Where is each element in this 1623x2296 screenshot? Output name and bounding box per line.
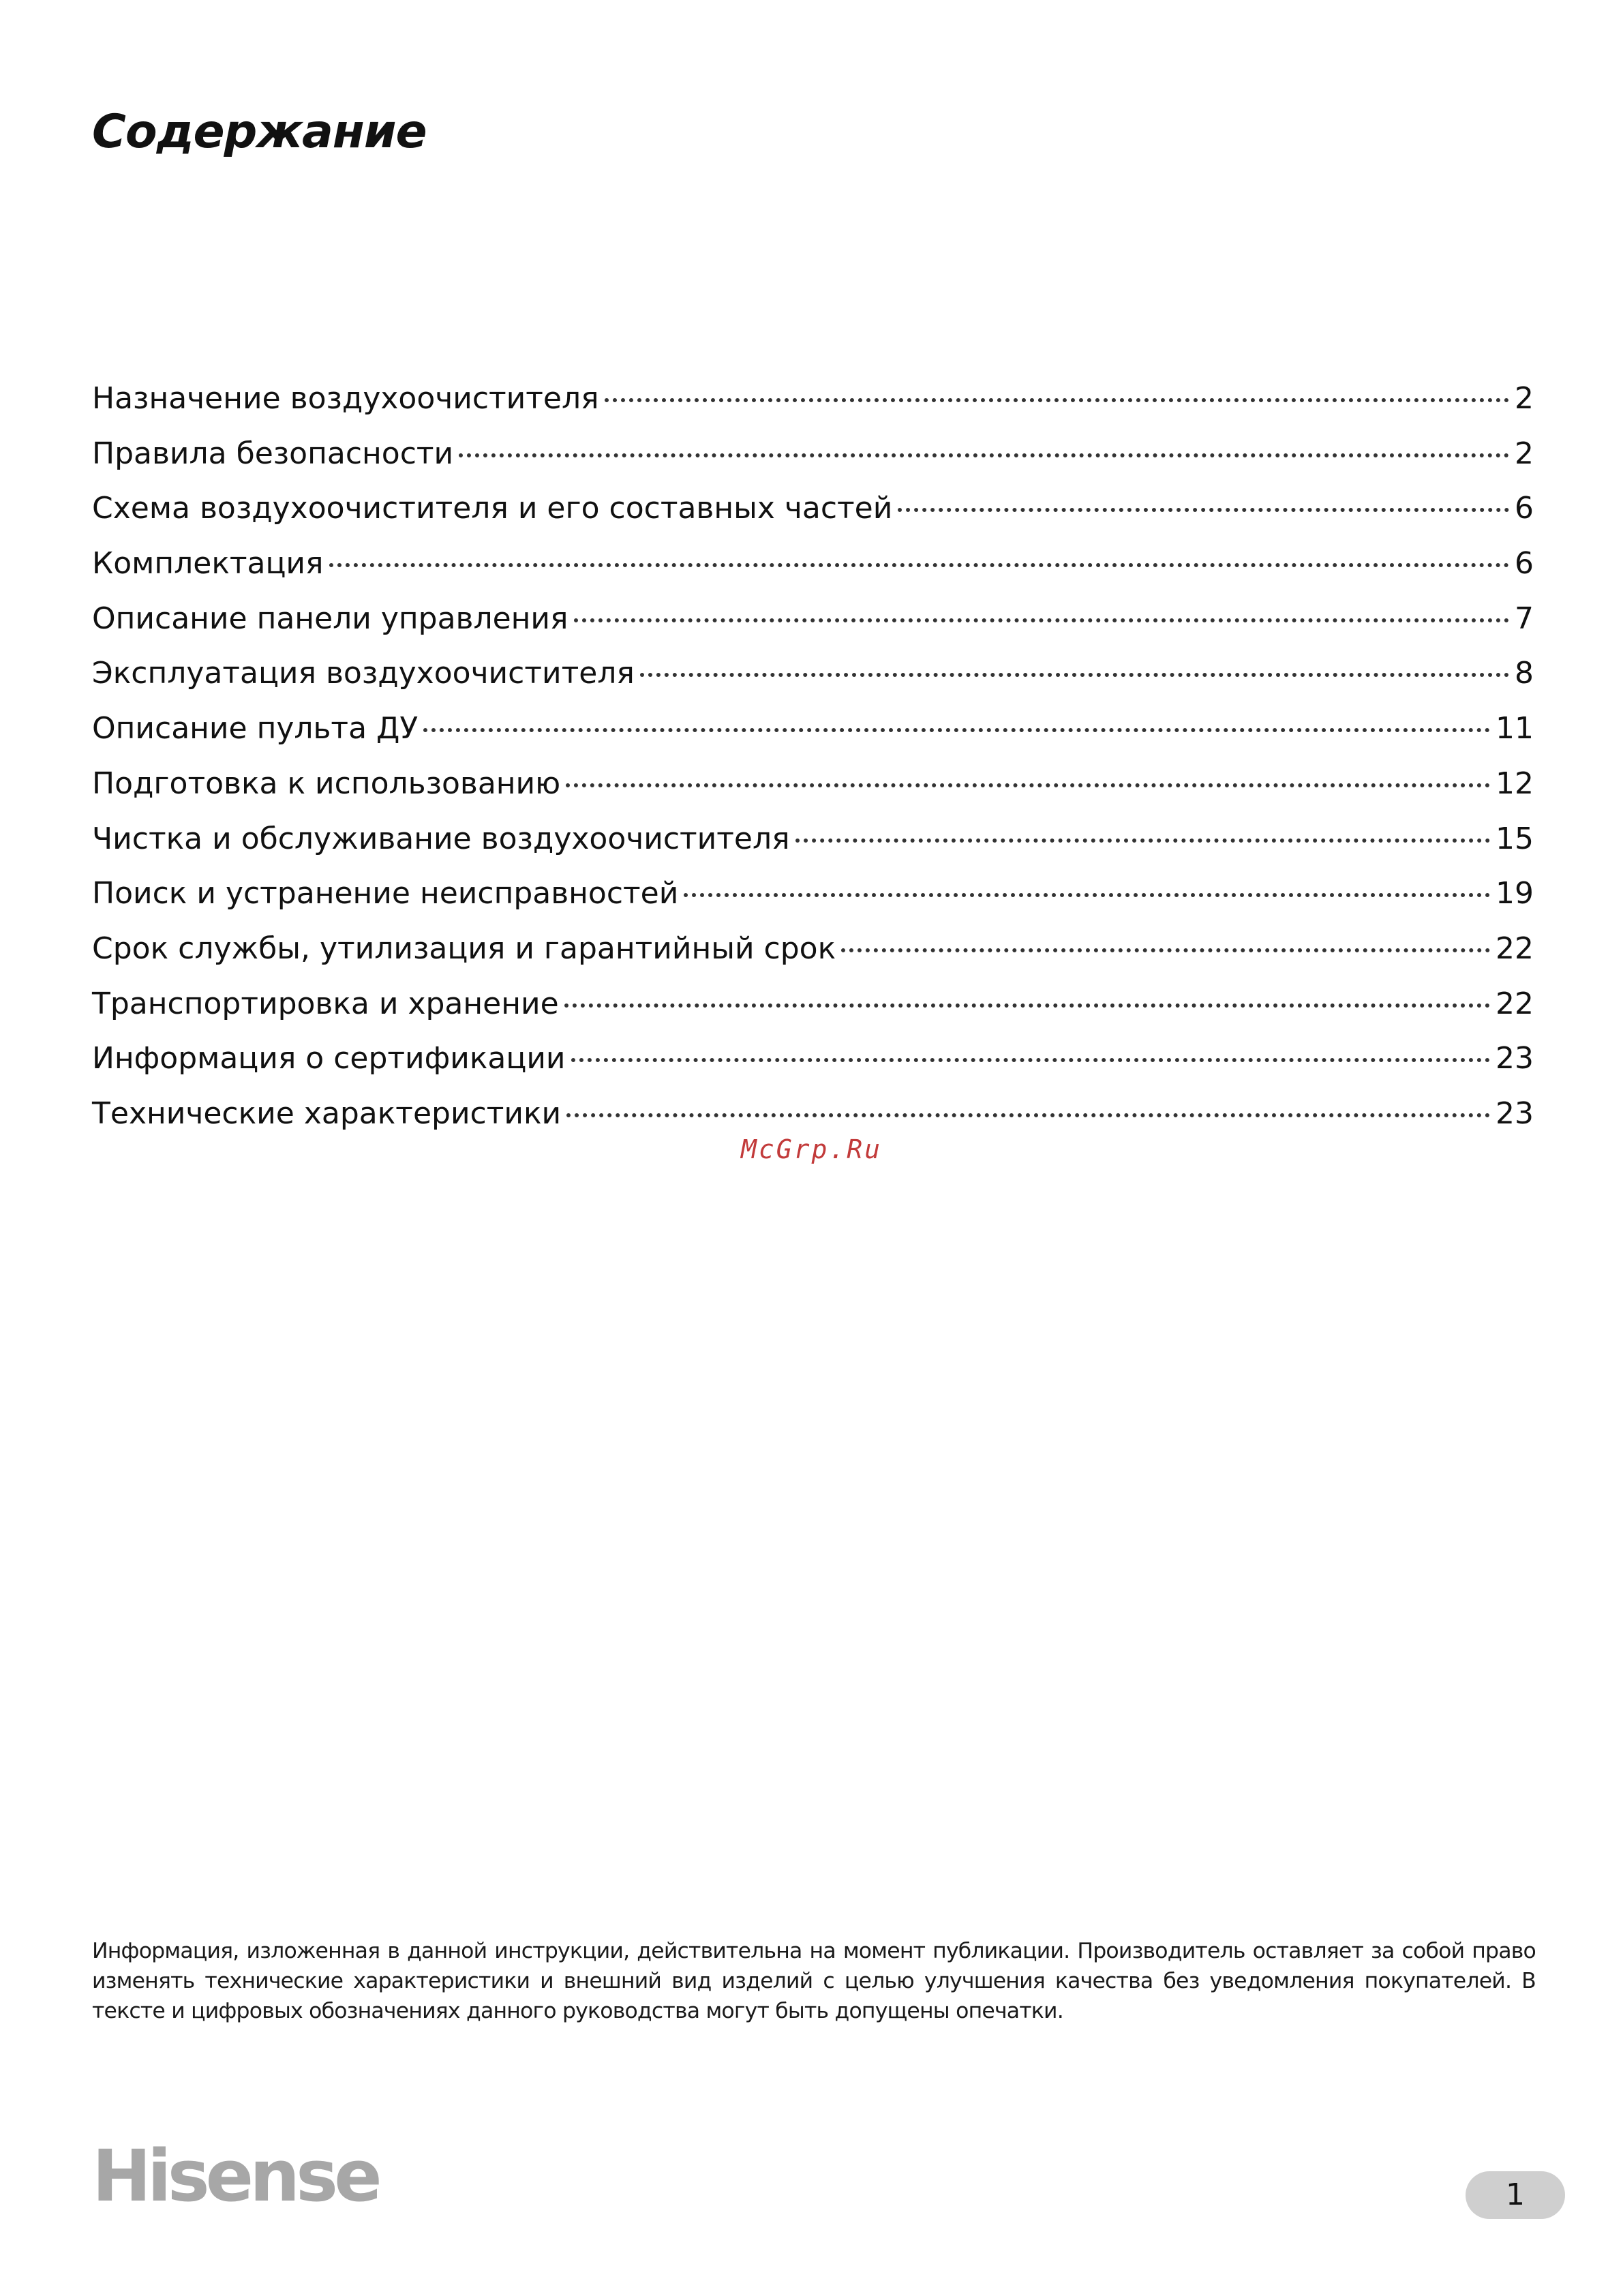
toc-entry-label: Технические характеристики <box>92 1096 562 1131</box>
page-number-badge: 1 <box>1466 2171 1565 2219</box>
toc-entry[interactable] <box>92 372 1534 427</box>
toc-entry-label: Комплектация <box>92 546 324 581</box>
toc-entry-label: Подготовка к использованию <box>92 766 561 801</box>
toc-entry-page: 6 <box>1515 491 1534 526</box>
toc-entry-page: 22 <box>1496 986 1534 1021</box>
toc-dot-leader <box>841 948 1490 952</box>
toc-dot-leader <box>574 618 1510 622</box>
page-title: Содержание <box>92 105 427 159</box>
toc-entry-page: 6 <box>1515 546 1534 581</box>
toc-entry-page: 23 <box>1496 1096 1534 1131</box>
toc-entry-label: Поиск и устранение неисправностей <box>92 876 679 911</box>
toc-entry[interactable] <box>92 537 1534 592</box>
toc-entry-page: 7 <box>1515 601 1534 636</box>
toc-entry[interactable] <box>92 866 1534 922</box>
toc-entry-label: Чистка и обслуживание воздухоочистителя <box>92 821 790 856</box>
toc-entry[interactable] <box>92 757 1534 812</box>
brand-logo: Hisense <box>92 2134 378 2218</box>
toc-entry-page: 15 <box>1496 821 1534 856</box>
toc-entry-page: 19 <box>1496 876 1534 911</box>
toc-entry-page: 2 <box>1515 436 1534 471</box>
toc-entry-page: 2 <box>1515 381 1534 416</box>
toc-entry-label: Информация о сертификации <box>92 1041 566 1076</box>
toc-entry[interactable] <box>92 592 1534 647</box>
toc-entry[interactable] <box>92 977 1534 1032</box>
toc-dot-leader <box>566 1113 1490 1117</box>
toc-dot-leader <box>564 1003 1490 1008</box>
toc-entry-label: Назначение воздухоочистителя <box>92 381 599 416</box>
toc-entry[interactable] <box>92 922 1534 977</box>
toc-entry-page: 11 <box>1496 711 1534 746</box>
toc-entry-label: Описание пульта ДУ <box>92 711 419 746</box>
toc-entry-label: Транспортировка и хранение <box>92 986 559 1021</box>
table-of-contents <box>92 372 1534 1142</box>
toc-dot-leader <box>566 783 1490 787</box>
toc-entry[interactable] <box>92 812 1534 867</box>
watermark: McGrp.Ru <box>740 1134 883 1164</box>
toc-entry[interactable] <box>92 701 1534 757</box>
toc-entry[interactable] <box>92 1087 1534 1142</box>
toc-entry-label: Схема воздухоочистителя и его составных частей <box>92 491 893 526</box>
toc-dot-leader <box>898 508 1509 512</box>
toc-dot-leader <box>571 1058 1490 1062</box>
toc-entry-page: 8 <box>1515 656 1534 691</box>
disclaimer-text: Информация, изложенная в данной инструкции, действительна на момент публикации. Производитель оставляет за собой право изменять технические характеристики и внешний вид изделий с целью улучшения качества без уведомления покупателей. В тексте и цифровых обозначениях данного руководства могут быть допущены опечатки. <box>92 1939 1536 2023</box>
toc-entry-label: Эксплуатация воздухоочистителя <box>92 656 635 691</box>
toc-entry-page: 23 <box>1496 1041 1534 1076</box>
toc-entry[interactable] <box>92 1031 1534 1087</box>
toc-entry[interactable] <box>92 427 1534 482</box>
toc-entry-label: Срок службы, утилизация и гарантийный срок <box>92 931 836 966</box>
toc-dot-leader <box>795 839 1490 843</box>
toc-dot-leader <box>329 563 1510 567</box>
toc-entry-label: Описание панели управления <box>92 601 568 636</box>
toc-entry-label: Правила безопасности <box>92 436 454 471</box>
toc-dot-leader <box>605 398 1509 402</box>
toc-dot-leader <box>684 893 1490 897</box>
toc-entry-page: 12 <box>1496 766 1534 801</box>
toc-dot-leader <box>423 728 1490 732</box>
toc-dot-leader <box>459 453 1509 457</box>
toc-entry[interactable] <box>92 646 1534 701</box>
toc-entry-page: 22 <box>1496 931 1534 966</box>
toc-dot-leader <box>640 673 1509 677</box>
toc-entry[interactable] <box>92 481 1534 537</box>
